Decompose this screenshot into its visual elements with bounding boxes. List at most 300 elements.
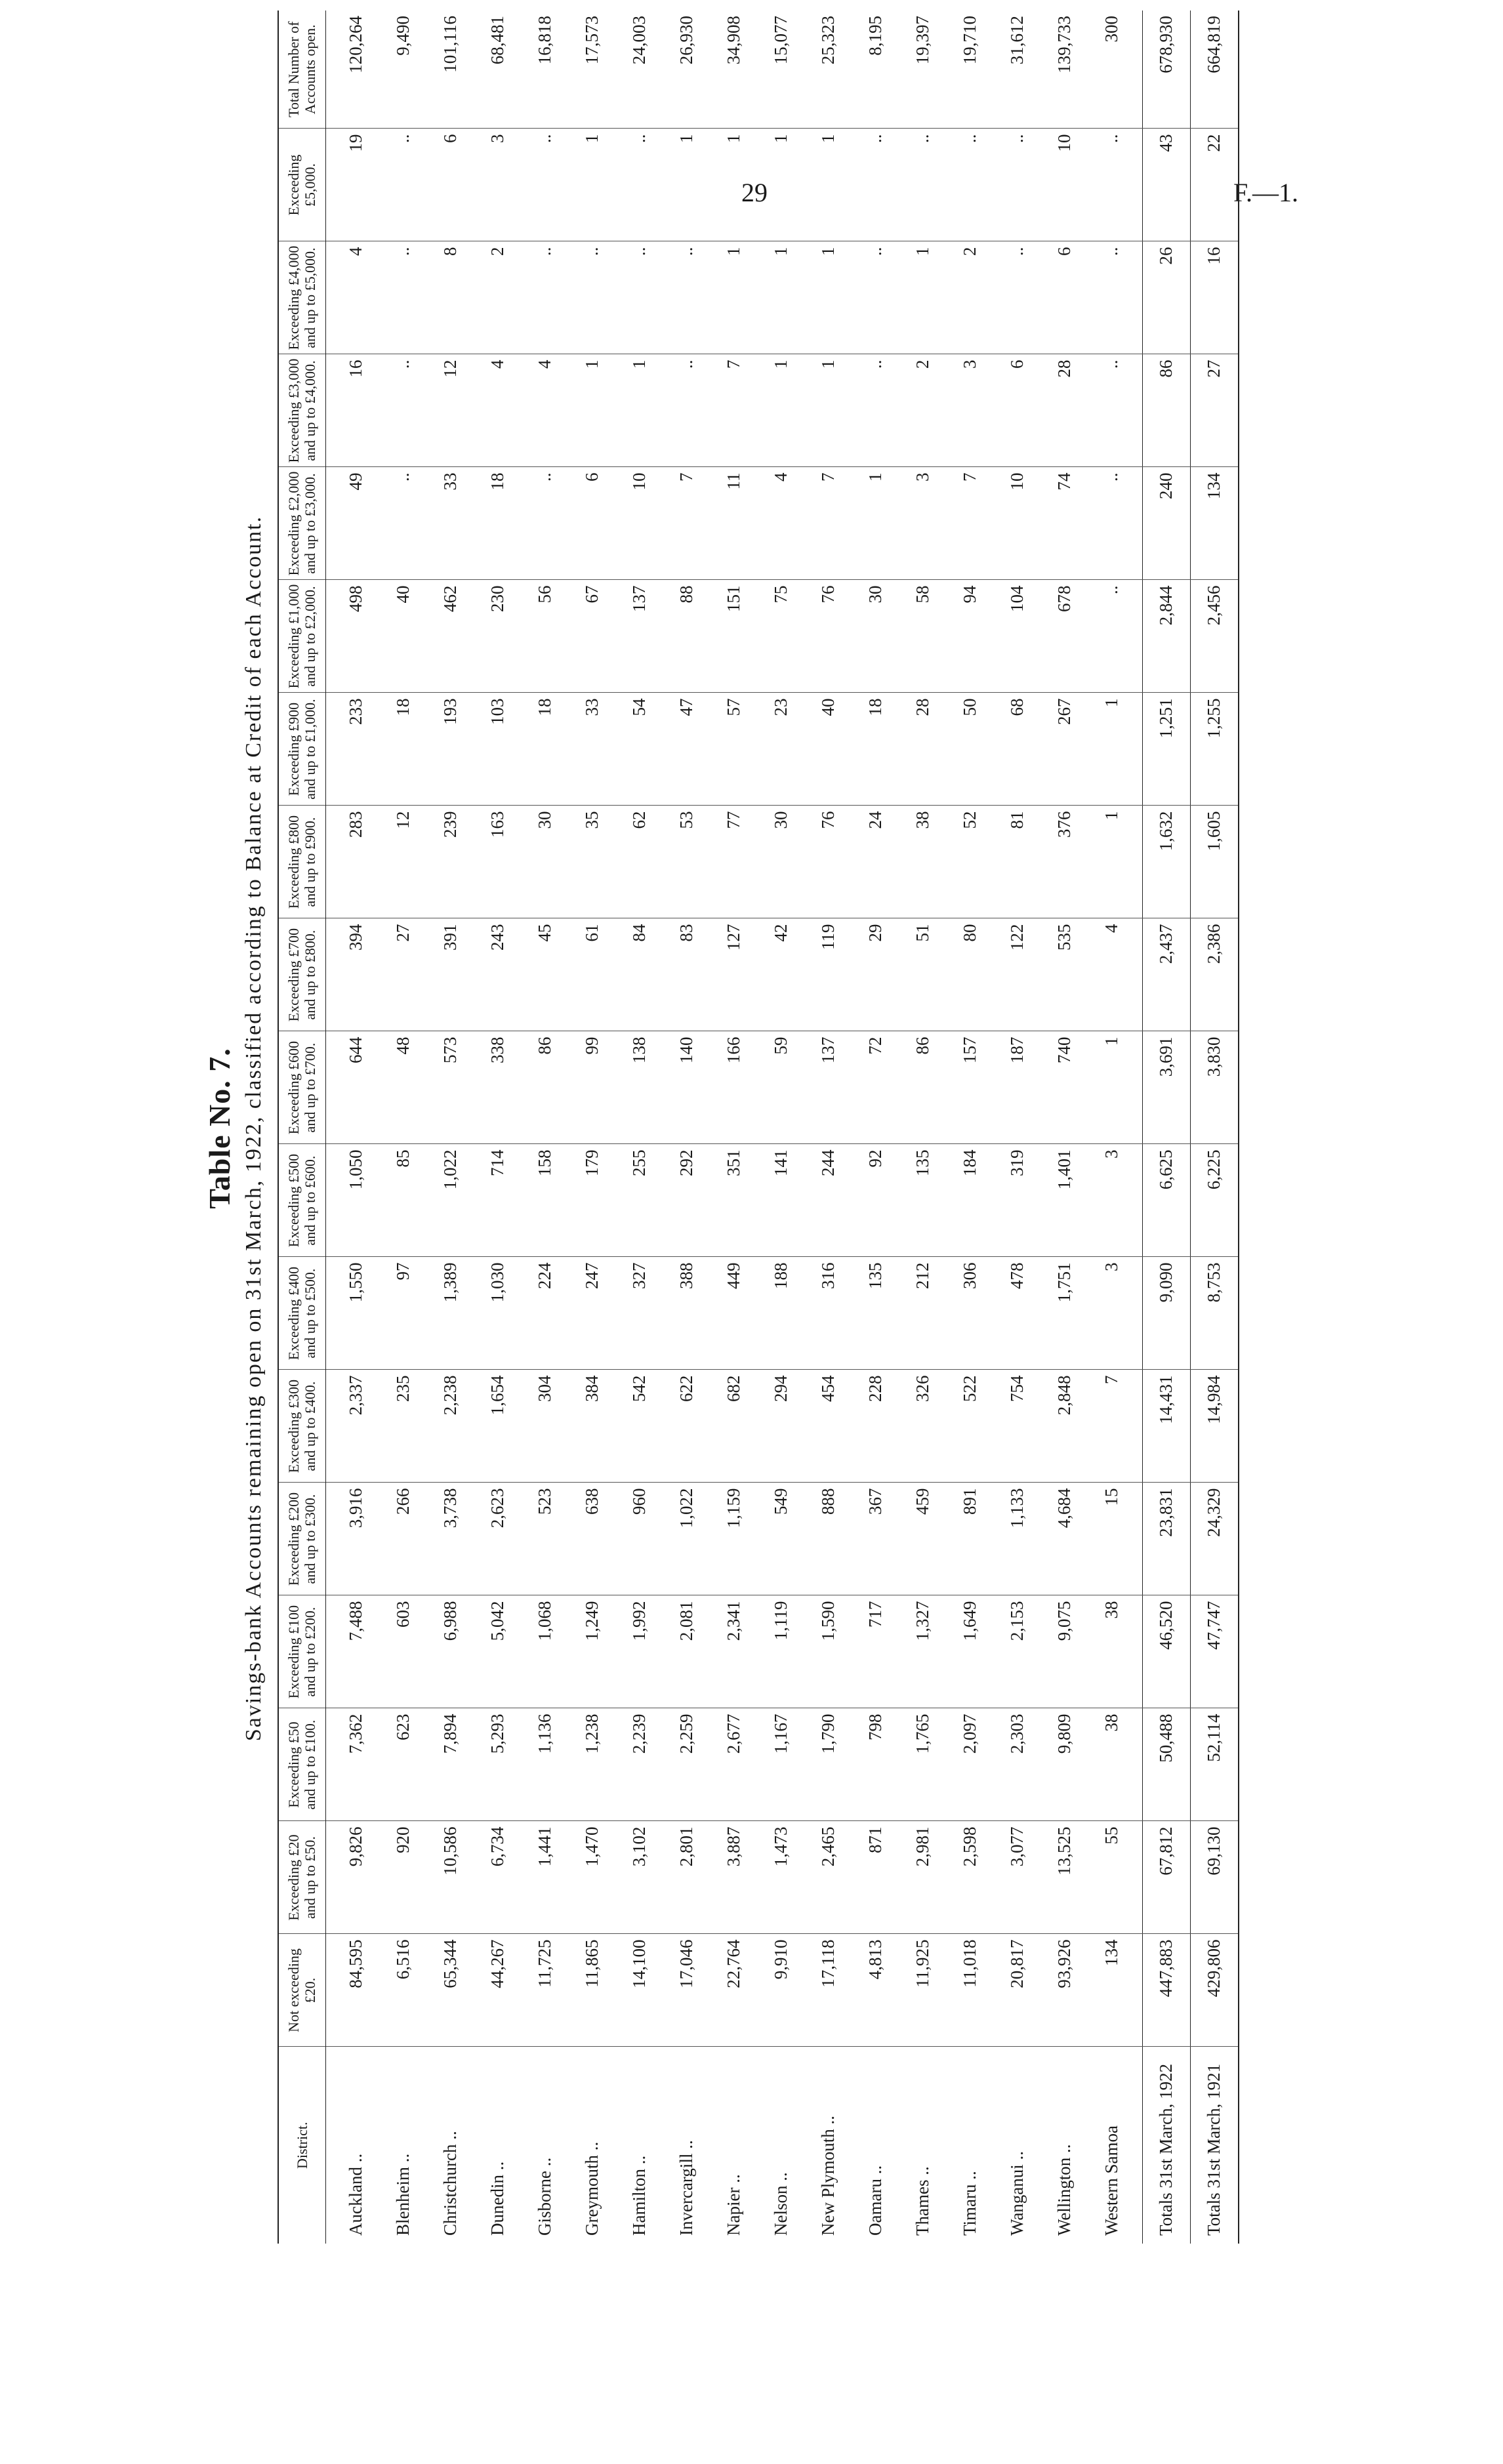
table-cell: 1,401 bbox=[1041, 1144, 1088, 1257]
table-cell: 3,916 bbox=[325, 1483, 380, 1595]
table-cell: 1,159 bbox=[710, 1483, 758, 1595]
column-header: Exceeding £600 and up to £700. bbox=[278, 1031, 325, 1144]
district-name: Oamaru .. bbox=[865, 2165, 886, 2236]
table-cell: 4 bbox=[1088, 918, 1143, 1031]
table-row bbox=[427, 10, 474, 2244]
table-cell: 247 bbox=[569, 1257, 616, 1370]
table-cell: 49 bbox=[325, 467, 380, 580]
table-cell: 27 bbox=[380, 918, 427, 1031]
table-cell: 1,119 bbox=[758, 1595, 805, 1708]
table-cell: 184 bbox=[947, 1144, 994, 1257]
table-cell: 26,930 bbox=[663, 10, 710, 129]
table-cell: .. bbox=[522, 241, 569, 354]
table-cell: 2,456 bbox=[1190, 580, 1239, 693]
table-cell: .. bbox=[947, 129, 994, 241]
table-cell: 50 bbox=[947, 693, 994, 806]
table-cell: 888 bbox=[805, 1483, 852, 1595]
table-cell: 86 bbox=[1142, 354, 1190, 467]
table-cell: .. bbox=[994, 241, 1041, 354]
table-cell: 230 bbox=[474, 580, 522, 693]
table-cell: 1,441 bbox=[522, 1821, 569, 1934]
table-row bbox=[663, 10, 710, 2244]
table-cell: 18 bbox=[474, 467, 522, 580]
table-cell: 1 bbox=[899, 241, 947, 354]
table-cell: 24,003 bbox=[616, 10, 663, 129]
table-cell: 19 bbox=[325, 129, 380, 241]
table-cell: 18 bbox=[522, 693, 569, 806]
table-cell: 1,327 bbox=[899, 1595, 947, 1708]
table-row bbox=[1041, 10, 1088, 2244]
table-cell: 18 bbox=[852, 693, 899, 806]
table-cell: 3,738 bbox=[427, 1483, 474, 1595]
table-cell: 137 bbox=[616, 580, 663, 693]
table-cell: 5,293 bbox=[474, 1708, 522, 1821]
table-cell: 459 bbox=[899, 1483, 947, 1595]
district-name: Wanganui .. bbox=[1007, 2150, 1027, 2236]
table-cell: 11,925 bbox=[899, 1934, 947, 2047]
table-cell: 38 bbox=[899, 806, 947, 918]
district-name: Auckland .. bbox=[346, 2153, 366, 2236]
table-cell: 52,114 bbox=[1190, 1708, 1239, 1821]
table-cell: 367 bbox=[852, 1483, 899, 1595]
table-cell: 1 bbox=[1088, 806, 1143, 918]
table-cell: 76 bbox=[805, 580, 852, 693]
table-cell: 54 bbox=[616, 693, 663, 806]
table-cell: 94 bbox=[947, 580, 994, 693]
table-row bbox=[710, 10, 758, 2244]
table-cell: 187 bbox=[994, 1031, 1041, 1144]
district-name: Dunedin .. bbox=[487, 2161, 508, 2236]
table-cell: 1 bbox=[569, 354, 616, 467]
table-cell: 92 bbox=[852, 1144, 899, 1257]
table-cell: 16,818 bbox=[522, 10, 569, 129]
table-cell: 45 bbox=[522, 918, 569, 1031]
table-cell: 294 bbox=[758, 1370, 805, 1483]
table-cell: 2,598 bbox=[947, 1821, 994, 1934]
table-cell: 3,077 bbox=[994, 1821, 1041, 1934]
table-cell: 1 bbox=[710, 241, 758, 354]
table-cell: 4,684 bbox=[1041, 1483, 1088, 1595]
column-header: Exceeding £4,000 and up to £5,000. bbox=[278, 241, 325, 354]
table-cell: 394 bbox=[325, 918, 380, 1031]
table-cell: 55 bbox=[1088, 1821, 1143, 1934]
table-cell: 2,465 bbox=[805, 1821, 852, 1934]
table-cell: 2 bbox=[899, 354, 947, 467]
page-number: 29 bbox=[741, 178, 768, 207]
table-cell: 1,473 bbox=[758, 1821, 805, 1934]
table-cell: 235 bbox=[380, 1370, 427, 1483]
table-cell: 447,883 bbox=[1142, 1934, 1190, 2047]
table-cell: 14,984 bbox=[1190, 1370, 1239, 1483]
totals-label: Totals 31st March, 1922 bbox=[1142, 2047, 1190, 2244]
table-cell: 16 bbox=[325, 354, 380, 467]
table-cell: 1 bbox=[805, 354, 852, 467]
table-cell: 682 bbox=[710, 1370, 758, 1483]
table-cell: 14,100 bbox=[616, 1934, 663, 2047]
table-cell: 11,018 bbox=[947, 1934, 994, 2047]
table-cell: 35 bbox=[569, 806, 616, 918]
table-cell: 14,431 bbox=[1142, 1370, 1190, 1483]
table-cell: 871 bbox=[852, 1821, 899, 1934]
table-cell: 4 bbox=[474, 354, 522, 467]
column-header: Exceeding £3,000 and up to £4,000. bbox=[278, 354, 325, 467]
table-row bbox=[325, 10, 380, 2244]
table-cell: 1,470 bbox=[569, 1821, 616, 1934]
table-cell: 228 bbox=[852, 1370, 899, 1483]
table-cell: 391 bbox=[427, 918, 474, 1031]
table-cell: 542 bbox=[616, 1370, 663, 1483]
table-cell: 137 bbox=[805, 1031, 852, 1144]
column-header: Exceeding £700 and up to £800. bbox=[278, 918, 325, 1031]
table-cell: 3 bbox=[1088, 1257, 1143, 1370]
table-cell: 6 bbox=[569, 467, 616, 580]
table-cell: 2,677 bbox=[710, 1708, 758, 1821]
table-cell: 573 bbox=[427, 1031, 474, 1144]
column-header: Exceeding £400 and up to £500. bbox=[278, 1257, 325, 1370]
table-cell: 7 bbox=[710, 354, 758, 467]
table-cell: 103 bbox=[474, 693, 522, 806]
table-cell: 29 bbox=[852, 918, 899, 1031]
table-cell: .. bbox=[852, 129, 899, 241]
table-cell: 65,344 bbox=[427, 1934, 474, 2047]
table-cell: 76 bbox=[805, 806, 852, 918]
table-cell: 18 bbox=[380, 693, 427, 806]
table-cell: 240 bbox=[1142, 467, 1190, 580]
table-cell: 1 bbox=[852, 467, 899, 580]
table-cell: 141 bbox=[758, 1144, 805, 1257]
table-cell: 85 bbox=[380, 1144, 427, 1257]
table-cell: 212 bbox=[899, 1257, 947, 1370]
table-cell: 47 bbox=[663, 693, 710, 806]
table-cell: 93,926 bbox=[1041, 1934, 1088, 2047]
table-cell: 6,225 bbox=[1190, 1144, 1239, 1257]
table-row bbox=[1088, 10, 1143, 2244]
table-row bbox=[947, 10, 994, 2244]
table-cell: 2 bbox=[474, 241, 522, 354]
table-cell: 622 bbox=[663, 1370, 710, 1483]
table-cell: 1,605 bbox=[1190, 806, 1239, 918]
table-cell: 243 bbox=[474, 918, 522, 1031]
district-name: Timaru .. bbox=[960, 2171, 980, 2236]
table-cell: 2,238 bbox=[427, 1370, 474, 1483]
table-cell: 523 bbox=[522, 1483, 569, 1595]
table-cell: 306 bbox=[947, 1257, 994, 1370]
table-cell: .. bbox=[1088, 580, 1143, 693]
table-cell: 2,981 bbox=[899, 1821, 947, 1934]
table-cell: 462 bbox=[427, 580, 474, 693]
column-header: Exceeding £2,000 and up to £3,000. bbox=[278, 467, 325, 580]
table-cell: 2,801 bbox=[663, 1821, 710, 1934]
table-cell: 139,733 bbox=[1041, 10, 1088, 129]
table-row bbox=[616, 10, 663, 2244]
table-cell: 3 bbox=[474, 129, 522, 241]
table-cell: 351 bbox=[710, 1144, 758, 1257]
table-cell: 7 bbox=[805, 467, 852, 580]
table-cell: 623 bbox=[380, 1708, 427, 1821]
table-cell: 30 bbox=[522, 806, 569, 918]
table-cell: 326 bbox=[899, 1370, 947, 1483]
table-row bbox=[474, 10, 522, 2244]
table-cell: 31,612 bbox=[994, 10, 1041, 129]
table-cell: 19,710 bbox=[947, 10, 994, 129]
table-cell: 62 bbox=[616, 806, 663, 918]
table-cell: 1,050 bbox=[325, 1144, 380, 1257]
table-cell: 84,595 bbox=[325, 1934, 380, 2047]
table-cell: 40 bbox=[380, 580, 427, 693]
table-cell: 120,264 bbox=[325, 10, 380, 129]
table-row bbox=[994, 10, 1041, 2244]
table-cell: 9,090 bbox=[1142, 1257, 1190, 1370]
column-header-district: District. bbox=[278, 2047, 325, 2244]
table-cell: 1,167 bbox=[758, 1708, 805, 1821]
table-cell: 1 bbox=[805, 129, 852, 241]
table-cell: 300 bbox=[1088, 10, 1143, 129]
table-cell: 1,068 bbox=[522, 1595, 569, 1708]
table-cell: 30 bbox=[758, 806, 805, 918]
table-cell: 1,654 bbox=[474, 1370, 522, 1483]
table-cell: 1,765 bbox=[899, 1708, 947, 1821]
district-name: Invercargill .. bbox=[676, 2140, 697, 2236]
table-cell: .. bbox=[616, 241, 663, 354]
table-cell: 80 bbox=[947, 918, 994, 1031]
table-cell: .. bbox=[852, 241, 899, 354]
table-cell: 7,488 bbox=[325, 1595, 380, 1708]
table-cell: 119 bbox=[805, 918, 852, 1031]
table-cell: 1 bbox=[663, 129, 710, 241]
table-cell: 1 bbox=[758, 129, 805, 241]
table-label: Table No. 7. bbox=[203, 1048, 236, 1209]
table-cell: 239 bbox=[427, 806, 474, 918]
table-cell: 1,022 bbox=[427, 1144, 474, 1257]
table-cell: 3 bbox=[947, 354, 994, 467]
table-cell: 6,516 bbox=[380, 1934, 427, 2047]
district-name: Western Samoa bbox=[1102, 2125, 1122, 2236]
table-cell: 34,908 bbox=[710, 10, 758, 129]
table-cell: 26 bbox=[1142, 241, 1190, 354]
table-cell: 2,259 bbox=[663, 1708, 710, 1821]
district-name: Napier .. bbox=[724, 2174, 744, 2236]
table-cell: 16 bbox=[1190, 241, 1239, 354]
column-header: Exceeding £200 and up to £300. bbox=[278, 1483, 325, 1595]
table-cell: 9,075 bbox=[1041, 1595, 1088, 1708]
table-cell: 4 bbox=[325, 241, 380, 354]
table-row bbox=[852, 10, 899, 2244]
table-cell: 138 bbox=[616, 1031, 663, 1144]
table-cell: 384 bbox=[569, 1370, 616, 1483]
table-cell: 638 bbox=[569, 1483, 616, 1595]
table-cell: 47,747 bbox=[1190, 1595, 1239, 1708]
table-cell: 960 bbox=[616, 1483, 663, 1595]
column-header: Exceeding £5,000. bbox=[278, 129, 325, 241]
table-cell: 233 bbox=[325, 693, 380, 806]
table-cell: 38 bbox=[1088, 1595, 1143, 1708]
district-name: Nelson .. bbox=[771, 2172, 791, 2236]
table-cell: 61 bbox=[569, 918, 616, 1031]
table-cell: 135 bbox=[852, 1257, 899, 1370]
table-row bbox=[758, 10, 805, 2244]
table-title: Savings-bank Accounts remaining open on 31st March, 1922, classified according to Balance at Credit of each Account. bbox=[241, 515, 266, 1742]
column-header: Not exceeding £20. bbox=[278, 1934, 325, 2047]
table-cell: 6 bbox=[1041, 241, 1088, 354]
table-cell: 678,930 bbox=[1142, 10, 1190, 129]
table-cell: 43 bbox=[1142, 129, 1190, 241]
table-cell: 99 bbox=[569, 1031, 616, 1144]
table-cell: 158 bbox=[522, 1144, 569, 1257]
table-row bbox=[569, 10, 616, 2244]
table-row bbox=[899, 10, 947, 2244]
table-cell: 3,691 bbox=[1142, 1031, 1190, 1144]
column-header: Exceeding £300 and up to £400. bbox=[278, 1370, 325, 1483]
table-cell: 1 bbox=[1088, 693, 1143, 806]
table-cell: 51 bbox=[899, 918, 947, 1031]
savings-bank-accounts-table bbox=[278, 10, 1239, 2244]
table-cell: 429,806 bbox=[1190, 1934, 1239, 2047]
totals-row bbox=[1190, 10, 1239, 2244]
table-cell: 81 bbox=[994, 806, 1041, 918]
table-cell: 27 bbox=[1190, 354, 1239, 467]
table-cell: 11,865 bbox=[569, 1934, 616, 2047]
table-cell: 140 bbox=[663, 1031, 710, 1144]
totals-label: Totals 31st March, 1921 bbox=[1190, 2047, 1239, 2244]
column-header: Exceeding £900 and up to £1,000. bbox=[278, 693, 325, 806]
column-header: Total Number of Accounts open. bbox=[278, 10, 325, 129]
table-cell: 6 bbox=[994, 354, 1041, 467]
table-cell: 48 bbox=[380, 1031, 427, 1144]
table-cell: .. bbox=[1088, 129, 1143, 241]
table-cell: 920 bbox=[380, 1821, 427, 1934]
column-header: Exceeding £100 and up to £200. bbox=[278, 1595, 325, 1708]
table-cell: 388 bbox=[663, 1257, 710, 1370]
district-name: Thames .. bbox=[913, 2166, 933, 2236]
table-cell: 664,819 bbox=[1190, 10, 1239, 129]
table-cell: 319 bbox=[994, 1144, 1041, 1257]
table-cell: 891 bbox=[947, 1483, 994, 1595]
table-cell: 53 bbox=[663, 806, 710, 918]
table-cell: 283 bbox=[325, 806, 380, 918]
table-cell: 179 bbox=[569, 1144, 616, 1257]
table-cell: 2,153 bbox=[994, 1595, 1041, 1708]
table-cell: 84 bbox=[616, 918, 663, 1031]
table-cell: 2,386 bbox=[1190, 918, 1239, 1031]
table-cell: 17,118 bbox=[805, 1934, 852, 2047]
table-cell: 74 bbox=[1041, 467, 1088, 580]
table-cell: .. bbox=[380, 354, 427, 467]
table-cell: 454 bbox=[805, 1370, 852, 1483]
table-cell: 535 bbox=[1041, 918, 1088, 1031]
table-cell: 38 bbox=[1088, 1708, 1143, 1821]
rotated-table-block bbox=[202, 13, 1285, 2244]
table-cell: 1,022 bbox=[663, 1483, 710, 1595]
table-cell: 59 bbox=[758, 1031, 805, 1144]
table-cell: 2,341 bbox=[710, 1595, 758, 1708]
table-cell: 338 bbox=[474, 1031, 522, 1144]
table-cell: 22,764 bbox=[710, 1934, 758, 2047]
table-cell: 24,329 bbox=[1190, 1483, 1239, 1595]
table-cell: 1,249 bbox=[569, 1595, 616, 1708]
table-cell: 798 bbox=[852, 1708, 899, 1821]
table-cell: 44,267 bbox=[474, 1934, 522, 2047]
table-cell: 2,097 bbox=[947, 1708, 994, 1821]
table-cell: 19,397 bbox=[899, 10, 947, 129]
table-cell: 224 bbox=[522, 1257, 569, 1370]
table-cell: 33 bbox=[569, 693, 616, 806]
table-cell: 2,337 bbox=[325, 1370, 380, 1483]
table-cell: 69,130 bbox=[1190, 1821, 1239, 1934]
table-cell: .. bbox=[1088, 467, 1143, 580]
table-cell: 101,116 bbox=[427, 10, 474, 129]
table-cell: 327 bbox=[616, 1257, 663, 1370]
table-cell: 1,238 bbox=[569, 1708, 616, 1821]
district-name: Wellington .. bbox=[1054, 2144, 1075, 2236]
table-cell: 10 bbox=[616, 467, 663, 580]
table-cell: 17,046 bbox=[663, 1934, 710, 2047]
table-cell: 17,573 bbox=[569, 10, 616, 129]
table-cell: 86 bbox=[899, 1031, 947, 1144]
table-cell: 33 bbox=[427, 467, 474, 580]
table-cell: 7 bbox=[663, 467, 710, 580]
table-cell: .. bbox=[522, 467, 569, 580]
table-cell: 46,520 bbox=[1142, 1595, 1190, 1708]
table-cell: 478 bbox=[994, 1257, 1041, 1370]
table-row bbox=[380, 10, 427, 2244]
table-cell: 135 bbox=[899, 1144, 947, 1257]
table-cell: 193 bbox=[427, 693, 474, 806]
table-cell: 754 bbox=[994, 1370, 1041, 1483]
table-cell: 6,734 bbox=[474, 1821, 522, 1934]
table-cell: 50,488 bbox=[1142, 1708, 1190, 1821]
table-cell: .. bbox=[1088, 354, 1143, 467]
table-cell: 10 bbox=[1041, 129, 1088, 241]
table-cell: 5,042 bbox=[474, 1595, 522, 1708]
table-row bbox=[522, 10, 569, 2244]
table-cell: .. bbox=[522, 129, 569, 241]
table-cell: 13,525 bbox=[1041, 1821, 1088, 1934]
table-cell: 304 bbox=[522, 1370, 569, 1483]
table-cell: 75 bbox=[758, 580, 805, 693]
table-cell: 1 bbox=[758, 354, 805, 467]
table-cell: 266 bbox=[380, 1483, 427, 1595]
table-cell: 151 bbox=[710, 580, 758, 693]
column-header: Exceeding £800 and up to £900. bbox=[278, 806, 325, 918]
table-cell: 72 bbox=[852, 1031, 899, 1144]
table-cell: 40 bbox=[805, 693, 852, 806]
table-cell: 163 bbox=[474, 806, 522, 918]
table-cell: 104 bbox=[994, 580, 1041, 693]
table-cell: 1,136 bbox=[522, 1708, 569, 1821]
table-cell: 498 bbox=[325, 580, 380, 693]
table-cell: 9,490 bbox=[380, 10, 427, 129]
table-cell: 1,251 bbox=[1142, 693, 1190, 806]
column-header: Exceeding £500 and up to £600. bbox=[278, 1144, 325, 1257]
table-cell: 522 bbox=[947, 1370, 994, 1483]
table-cell: 2,848 bbox=[1041, 1370, 1088, 1483]
table-cell: 2,844 bbox=[1142, 580, 1190, 693]
table-cell: 1,649 bbox=[947, 1595, 994, 1708]
table-cell: 12 bbox=[427, 354, 474, 467]
table-cell: 1 bbox=[1088, 1031, 1143, 1144]
table-cell: 267 bbox=[1041, 693, 1088, 806]
table-cell: .. bbox=[1088, 241, 1143, 354]
table-cell: 1,751 bbox=[1041, 1257, 1088, 1370]
table-cell: 28 bbox=[899, 693, 947, 806]
table-cell: 6 bbox=[427, 129, 474, 241]
table-cell: 24 bbox=[852, 806, 899, 918]
table-cell: 68 bbox=[994, 693, 1041, 806]
table-cell: 166 bbox=[710, 1031, 758, 1144]
table-cell: 2,437 bbox=[1142, 918, 1190, 1031]
table-cell: 717 bbox=[852, 1595, 899, 1708]
table-cell: 6,625 bbox=[1142, 1144, 1190, 1257]
